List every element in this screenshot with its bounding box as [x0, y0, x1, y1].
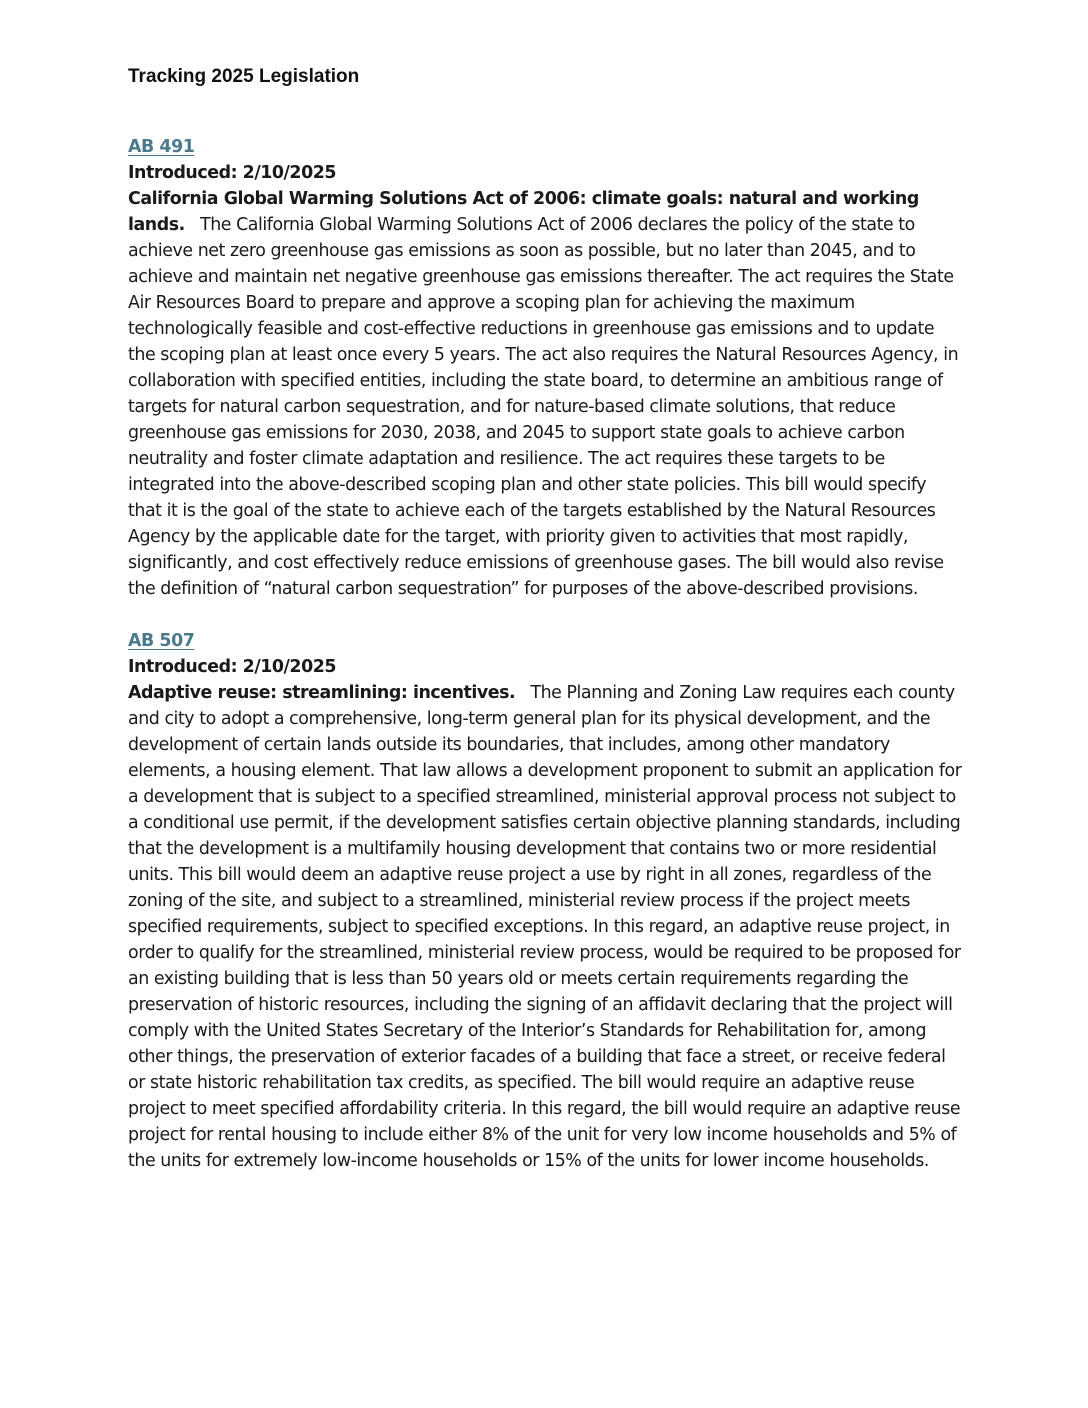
bill-summary-text: The California Global Warming Solutions Act of 2006 declares the policy of the state to achieve net zero greenhouse gas emissions as soon as possible, but no later than 2045, and to achieve and maintain net negative greenhouse gas emissions thereafter. The act requires the State Air Resources Board to prepare and approve a scoping plan for achieving the maximum technologically feasible and cost-effective reductions in greenhouse gas emissions and to update the scoping plan at least once every 5 years. The act also requires the Natural Resources Agency, in collaboration with specified entities, including the state board, to determine an ambitious range of targets for natural carbon sequestration, and for nature-based climate solutions, that reduce greenhouse gas emissions for 2030, 2038, and 2045 to support state goals to achieve carbon neutrality and foster climate adaptation and resilience. The act requires these targets to be integrated into the above-described scoping plan and other state policies. This bill would specify that it is the goal of the state to achieve each of the targets established by the Natural Resources Agency by the applicable date for the target, with priority given to activities that most rapidly, significantly, and cost effectively reduce emissions of greenhouse gases. The bill would also revise the definition of “natural carbon sequestration” for purposes of the above-described provisions. — [128, 215, 959, 599]
bill-introduced-date: Introduced: 2/10/2025 — [128, 657, 337, 677]
bill-summary-heading: Adaptive reuse: streamlining: incentives. — [128, 683, 516, 703]
bill-summary — [128, 680, 964, 1174]
bill-entry — [128, 628, 964, 1174]
bill-summary-heading: California Global Warming Solutions Act of 2006: climate goals: natural and working lands. — [128, 189, 919, 235]
bill-introduced-date: Introduced: 2/10/2025 — [128, 163, 337, 183]
bill-entry — [128, 134, 964, 602]
bill-summary-text: The Planning and Zoning Law requires each county and city to adopt a comprehensive, long-term general plan for its physical development, and the development of certain lands outside its boundaries, that includes, among other mandatory elements, a housing element. That law allows a development proponent to submit an application for a development that is subject to a specified streamlined, ministerial approval process not subject to a conditional use permit, if the development satisfies certain objective planning standards, including that the development is a multifamily housing development that contains two or more residential units. This bill would deem an adaptive reuse project a use by right in all zones, regardless of the zoning of the site, and subject to a streamlined, ministerial review process if the project meets specified requirements, subject to specified exceptions. In this regard, an adaptive reuse project, in order to qualify for the streamlined, ministerial review process, would be required to be proposed for an existing building that is less than 50 years old or meets certain requirements regarding the preservation of historic resources, including the signing of an affidavit declaring that the project will comply with the United States Secretary of the Interior’s Standards for Rehabilitation for, among other things, the preservation of exterior facades of a building that face a street, or receive federal or state historic rehabilitation tax credits, as specified. The bill would require an adaptive reuse project to meet specified affordability criteria. In this regard, the bill would require an adaptive reuse project for rental housing to include either 8% of the unit for very low income households and 5% of the units for extremely low-income households or 15% of the units for lower income households. — [128, 683, 962, 1171]
document-title: Tracking 2025 Legislation — [128, 66, 360, 87]
bill-link-ab-491[interactable]: AB 491 — [128, 137, 195, 157]
bill-summary — [128, 186, 964, 602]
document-page — [128, 64, 964, 1174]
bill-link-ab-507[interactable]: AB 507 — [128, 631, 195, 651]
